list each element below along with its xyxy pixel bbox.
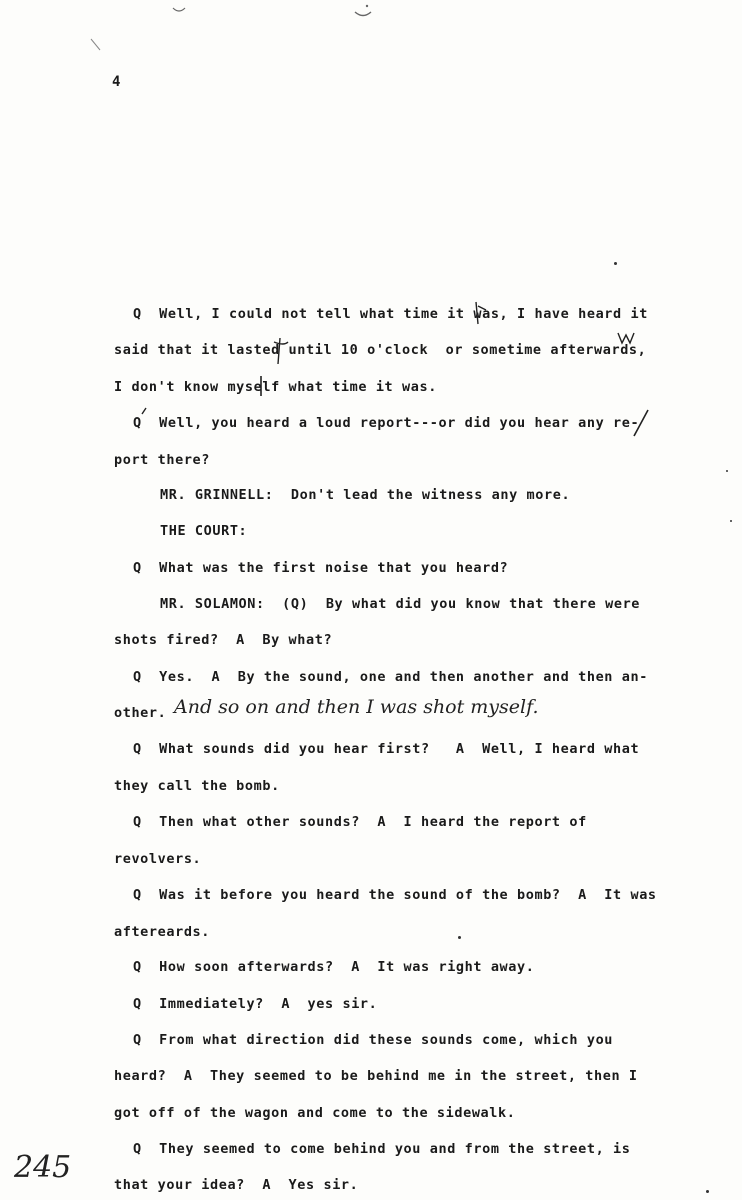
transcript-line: shots fired? A By what?	[114, 632, 333, 648]
scan-speck	[730, 520, 732, 522]
transcript-line: Q They seemed to come behind you and from the street, is	[133, 1141, 631, 1157]
transcript-line: that your idea? A Yes sir.	[114, 1177, 359, 1193]
scan-speck	[706, 1190, 709, 1193]
transcript-line: Q How soon afterwards? A It was right away.	[133, 959, 535, 975]
correction-mark-afterwards	[616, 330, 636, 346]
transcript-line: they call the bomb.	[114, 778, 280, 794]
correction-mark-any-report	[630, 408, 652, 438]
transcript-line: got off of the wagon and come to the sidewalk.	[114, 1105, 516, 1121]
correction-mark-myself	[256, 374, 266, 398]
folio-number: 245	[14, 1150, 72, 1185]
scan-speck	[458, 936, 461, 939]
transcript-line: Q Yes. A By the sound, one and then another and then an-	[133, 669, 648, 685]
correction-mark-insert	[470, 300, 490, 326]
scan-speck	[726, 470, 728, 472]
transcript-line: I don't know myself what time it was.	[114, 379, 437, 395]
transcript-line: MR. SOLAMON: (Q) By what did you know that there were	[160, 596, 641, 612]
transcript-line: aftereards.	[114, 924, 211, 940]
transcript-line: port there?	[114, 452, 211, 468]
transcript-line: Q Well, you heard a loud report---or did you hear any re-	[133, 415, 640, 431]
transcript-line: Q Was it before you heard the sound of the bomb? A It was	[133, 887, 657, 903]
tick-mark	[140, 406, 154, 418]
transcript-line: Q What sounds did you hear first? A Well, I heard what	[133, 741, 640, 757]
scan-speck	[614, 262, 617, 265]
transcript-line: revolvers.	[114, 851, 202, 867]
transcript-line: Q Immediately? A yes sir.	[133, 996, 378, 1012]
scan-artifact-corner	[88, 36, 108, 56]
scan-artifact-top	[165, 2, 395, 26]
transcript-line: other.	[114, 705, 167, 721]
correction-mark-lasted	[268, 336, 292, 366]
handwritten-annotation: And so on and then I was shot myself.	[174, 696, 539, 718]
transcript-line: heard? A They seemed to be behind me in the street, then I	[114, 1068, 638, 1084]
transcript-line: Q Then what other sounds? A I heard the report of	[133, 814, 587, 830]
transcript-line: MR. GRINNELL: Don't lead the witness any more.	[160, 487, 571, 503]
transcript-line: Q From what direction did these sounds come, which you	[133, 1032, 614, 1048]
page-number: 4	[112, 74, 121, 90]
transcript-line: said that it lasted until 10 o'clock or sometime afterwards,	[114, 342, 647, 358]
transcript-line: Q What was the first noise that you heard?	[133, 560, 509, 576]
transcript-line: THE COURT:	[160, 523, 248, 539]
transcript-line: Q Well, I could not tell what time it was, I have heard it	[133, 306, 648, 322]
